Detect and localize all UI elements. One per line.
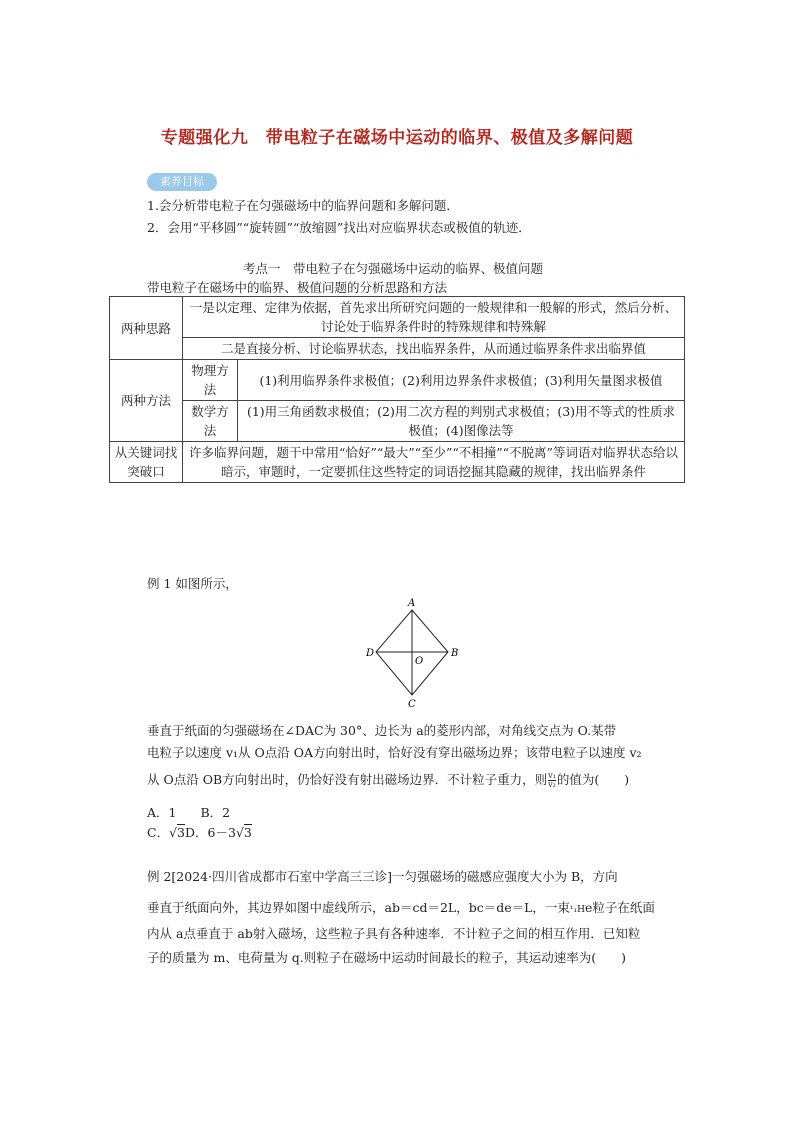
option-d: D．6－3√3 bbox=[185, 825, 252, 840]
rhombus-diagram bbox=[362, 595, 472, 710]
example1-line3-post: 的值为( ) bbox=[556, 772, 630, 787]
ratio-denominator: v₂ bbox=[548, 780, 556, 789]
velocity-ratio bbox=[548, 772, 556, 789]
analysis-table bbox=[109, 296, 685, 483]
example2-line3: 内从 a点垂直于 ab射入磁场，这些粒子具有各种速率．不计粒子之间的相互作用．已知粒 bbox=[147, 926, 641, 941]
row-head-methods: 两种方法 bbox=[110, 360, 183, 442]
example1-line2: 电粒子以速度 v₁从 O点沿 OA方向射出时，恰好没有穿出磁场边界；该带电粒子以速度 v₂ bbox=[147, 745, 642, 760]
options-ab bbox=[147, 803, 230, 821]
table-caption: 带电粒子在磁场中的临界、极值问题的分析思路和方法 bbox=[147, 280, 448, 295]
page-title: 专题强化九 带电粒子在磁场中运动的临界、极值及多解问题 bbox=[160, 128, 634, 148]
example1-line1: 垂直于纸面的匀强磁场在∠DAC为 30°、边长为 a的菱形内部，对角线交点为 O.某带 bbox=[147, 723, 617, 738]
row-head-thinking: 两种思路 bbox=[110, 297, 183, 360]
example2-line4: 子的质量为 m、电荷量为 q.则粒子在磁场中运动时间最长的粒子，其运动速率为( ) bbox=[147, 950, 627, 965]
method-math-head: 数学方法 bbox=[183, 401, 238, 442]
label-o: O bbox=[415, 656, 424, 667]
label-c: C bbox=[408, 699, 416, 710]
example1-intro: 例 1 如图所示， bbox=[147, 576, 238, 591]
example2-line2: 垂直于纸面向外，其边界如图中虚线所示，ab＝cd＝2L，bc＝de＝L，一束¹₁He粒子在纸面 bbox=[147, 900, 655, 915]
thinking-1: 一是以定理、定律为依据，首先求出所研究问题的一般规律和一般解的形式，然后分析、讨论处于临界条件时的特殊规律和特殊解 bbox=[183, 297, 685, 338]
option-c: C．√3 bbox=[147, 825, 185, 840]
goal-1: 1.会分析带电粒子在匀强磁场中的临界问题和多解问题． bbox=[147, 198, 459, 213]
example1-line3 bbox=[147, 770, 629, 789]
method-math: (1)用三角函数求极值；(2)用二次方程的判别式求极值；(3)用不等式的性质求极值；(4)图像法等 bbox=[238, 401, 685, 442]
row-head-keywords: 从关键词找突破口 bbox=[110, 442, 183, 483]
option-b: B．2 bbox=[200, 805, 231, 820]
example2-line1: 例 2[2024·四川省成都市石室中学高三三诊]一匀强磁场的磁感应强度大小为 B，方向 bbox=[147, 869, 618, 884]
goals-badge: 素养目标 bbox=[147, 173, 217, 191]
method-physics: (1)利用临界条件求极值；(2)利用边界条件求极值；(3)利用矢量图求极值 bbox=[238, 360, 685, 401]
label-a: A bbox=[408, 598, 416, 609]
keywords-text: 许多临界问题，题干中常用“恰好”“最大”“至少”“不相撞”“不脱离”等词语对临界状态给以暗示，审题时，一定要抓住这些特定的词语挖掘其隐藏的规律，找出临界条件 bbox=[183, 442, 685, 483]
ratio-numerator: v₁ bbox=[548, 771, 556, 780]
label-d: D bbox=[366, 648, 375, 659]
option-a: A．1 bbox=[147, 805, 177, 820]
example1-line3-pre: 从 O点沿 OB方向射出时，仍恰好没有射出磁场边界．不计粒子重力，则 bbox=[147, 772, 548, 787]
goal-2: 2．会用“平移圆”“旋转圆”“放缩圆”找出对应临界状态或极值的轨迹． bbox=[147, 220, 531, 235]
label-b: B bbox=[451, 648, 459, 659]
section-heading: 考点一 带电粒子在匀强磁场中运动的临界、极值问题 bbox=[243, 261, 544, 276]
isotope-symbol: ¹₁H bbox=[569, 905, 585, 915]
thinking-2: 二是直接分析、讨论临界状态，找出临界条件，从而通过临界条件求出临界值 bbox=[183, 338, 685, 360]
options-cd bbox=[147, 823, 252, 841]
method-physics-head: 物理方法 bbox=[183, 360, 238, 401]
